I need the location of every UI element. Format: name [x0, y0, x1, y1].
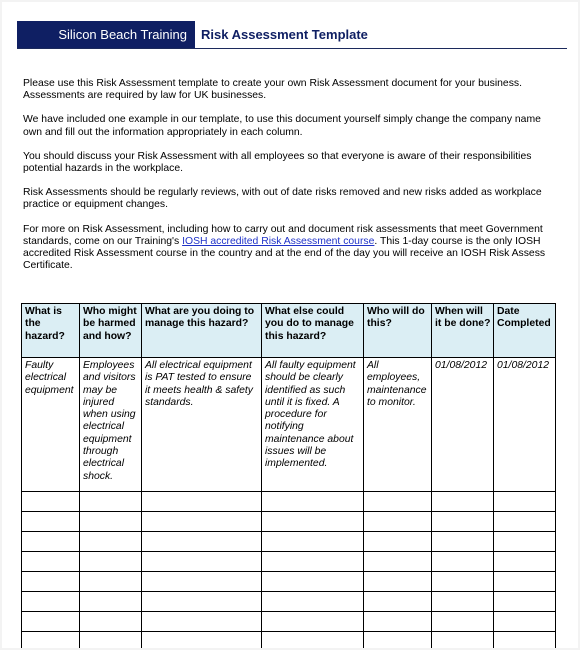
table-cell[interactable] — [262, 612, 364, 632]
table-row — [22, 532, 556, 552]
column-header: Who might be harmed and how? — [80, 304, 142, 358]
table-row — [22, 512, 556, 532]
table-cell[interactable] — [364, 492, 432, 512]
table-row — [22, 358, 556, 492]
table-cell[interactable] — [142, 592, 262, 612]
text-line: For more on Risk Assessment, including how to carry out and document risk assessments that meet Government — [23, 223, 543, 235]
table-cell[interactable] — [80, 612, 142, 632]
company-brand: Silicon Beach Training — [17, 21, 195, 48]
table-cell[interactable] — [432, 532, 494, 552]
table-cell[interactable] — [262, 632, 364, 649]
table-cell[interactable] — [142, 492, 262, 512]
text-fragment: . This 1-day course is the only IOSH — [374, 235, 541, 247]
table-cell[interactable] — [432, 612, 494, 632]
table-cell[interactable]: Employees and visitors may be injured when using electrical equipment through electrical shock. — [80, 358, 142, 492]
table-cell[interactable] — [494, 532, 556, 552]
table-row — [22, 592, 556, 612]
table-cell[interactable] — [432, 632, 494, 649]
text-fragment: standards, come on our Training's — [23, 235, 183, 247]
document-page — [2, 2, 578, 648]
table-cell[interactable] — [262, 592, 364, 612]
text-line: Certificate. — [23, 260, 73, 272]
table-cell[interactable] — [142, 572, 262, 592]
table-cell[interactable] — [142, 512, 262, 532]
risk-assessment-table — [21, 303, 556, 648]
table-cell[interactable] — [432, 552, 494, 572]
table-cell[interactable] — [494, 512, 556, 532]
text-line — [23, 236, 578, 248]
table-cell[interactable] — [262, 552, 364, 572]
table-cell[interactable] — [364, 532, 432, 552]
table-cell[interactable] — [22, 532, 80, 552]
table-cell[interactable] — [22, 612, 80, 632]
column-header: What else could you do to manage this hazard? — [262, 304, 364, 358]
table-cell[interactable] — [22, 572, 80, 592]
table-cell[interactable] — [80, 572, 142, 592]
text-line: Risk Assessments should be regularly reviews, with out of date risks removed and new risks added as workplace — [23, 187, 542, 199]
text-line: You should discuss your Risk Assessment with all employees so that everyone is aware of their responsibilities — [23, 150, 532, 162]
document-title: Risk Assessment Template — [201, 27, 368, 42]
table-cell[interactable] — [142, 612, 262, 632]
intro-paragraph-4 — [23, 187, 578, 211]
table-cell[interactable] — [262, 532, 364, 552]
table-cell[interactable] — [80, 552, 142, 572]
table-cell[interactable] — [80, 632, 142, 649]
table-row — [22, 612, 556, 632]
table-row — [22, 492, 556, 512]
table-row — [22, 552, 556, 572]
table-cell[interactable] — [432, 512, 494, 532]
table-cell[interactable] — [80, 492, 142, 512]
table-cell[interactable] — [364, 572, 432, 592]
table-cell[interactable] — [142, 532, 262, 552]
table-cell[interactable] — [364, 612, 432, 632]
column-header: Who will do this? — [364, 304, 432, 358]
column-header: When will it be done? — [432, 304, 494, 358]
column-header: Date Completed — [494, 304, 556, 358]
table-cell[interactable] — [494, 612, 556, 632]
text-line: own and fill out the information appropriately in each column. — [23, 126, 303, 138]
table-cell[interactable] — [494, 552, 556, 572]
table-cell[interactable] — [262, 572, 364, 592]
table-cell[interactable] — [262, 492, 364, 512]
text-line: Please use this Risk Assessment template to create your own Risk Assessment document for your business. — [23, 78, 522, 89]
text-line: practice or equipment changes. — [23, 199, 168, 211]
intro-paragraph-3 — [23, 151, 578, 175]
table-cell[interactable] — [80, 532, 142, 552]
table-cell[interactable] — [142, 632, 262, 649]
table-cell[interactable] — [80, 512, 142, 532]
table-row — [22, 632, 556, 649]
table-row — [22, 572, 556, 592]
table-cell[interactable] — [364, 632, 432, 649]
table-cell[interactable]: All electrical equipment is PAT tested to ensure it meets health & safety standards. — [142, 358, 262, 492]
text-line: Assessments are required by law for UK businesses. — [23, 90, 267, 102]
table-cell[interactable]: All employees, maintenance to monitor. — [364, 358, 432, 492]
table-cell[interactable] — [364, 592, 432, 612]
intro-paragraph-5 — [23, 224, 578, 273]
table-cell[interactable] — [494, 572, 556, 592]
column-header: What are you doing to manage this hazard? — [142, 304, 262, 358]
table-cell[interactable] — [262, 512, 364, 532]
table-cell[interactable] — [22, 552, 80, 572]
table-cell[interactable]: Faulty electrical equipment — [22, 358, 80, 492]
text-line: potential hazards in the workplace. — [23, 163, 183, 175]
table-cell[interactable] — [80, 592, 142, 612]
table-cell[interactable] — [494, 592, 556, 612]
table-cell[interactable] — [432, 592, 494, 612]
table-cell[interactable] — [22, 492, 80, 512]
column-header: What is the hazard? — [22, 304, 80, 358]
table-cell[interactable] — [22, 592, 80, 612]
table-cell[interactable] — [22, 512, 80, 532]
table-cell[interactable]: 01/08/2012 — [494, 358, 556, 492]
text-line: We have included one example in our template, to use this document yourself simply change the company name — [23, 114, 541, 126]
table-cell[interactable] — [494, 492, 556, 512]
table-cell[interactable] — [432, 492, 494, 512]
table-cell[interactable] — [364, 552, 432, 572]
table-cell[interactable] — [142, 552, 262, 572]
table-cell[interactable] — [364, 512, 432, 532]
table-cell[interactable] — [494, 632, 556, 649]
table-cell[interactable] — [432, 572, 494, 592]
intro-paragraph-1 — [23, 78, 578, 102]
text-line: accredited Risk Assessment course in the country and at the end of the day you will receive an IOSH Risk Assess — [23, 248, 546, 260]
iosh-course-link[interactable]: IOSH accredited Risk Assessment course — [182, 235, 375, 247]
table-header-row — [22, 304, 556, 358]
table-cell[interactable] — [22, 632, 80, 649]
intro-paragraph-2 — [23, 114, 578, 138]
intro-text — [23, 78, 578, 284]
table-cell[interactable]: All faulty equipment should be clearly identified as such until it is fixed. A procedure for notifying maintenance about issues will be implemented. — [262, 358, 364, 492]
table-cell[interactable]: 01/08/2012 — [432, 358, 494, 492]
document-header — [17, 21, 567, 49]
